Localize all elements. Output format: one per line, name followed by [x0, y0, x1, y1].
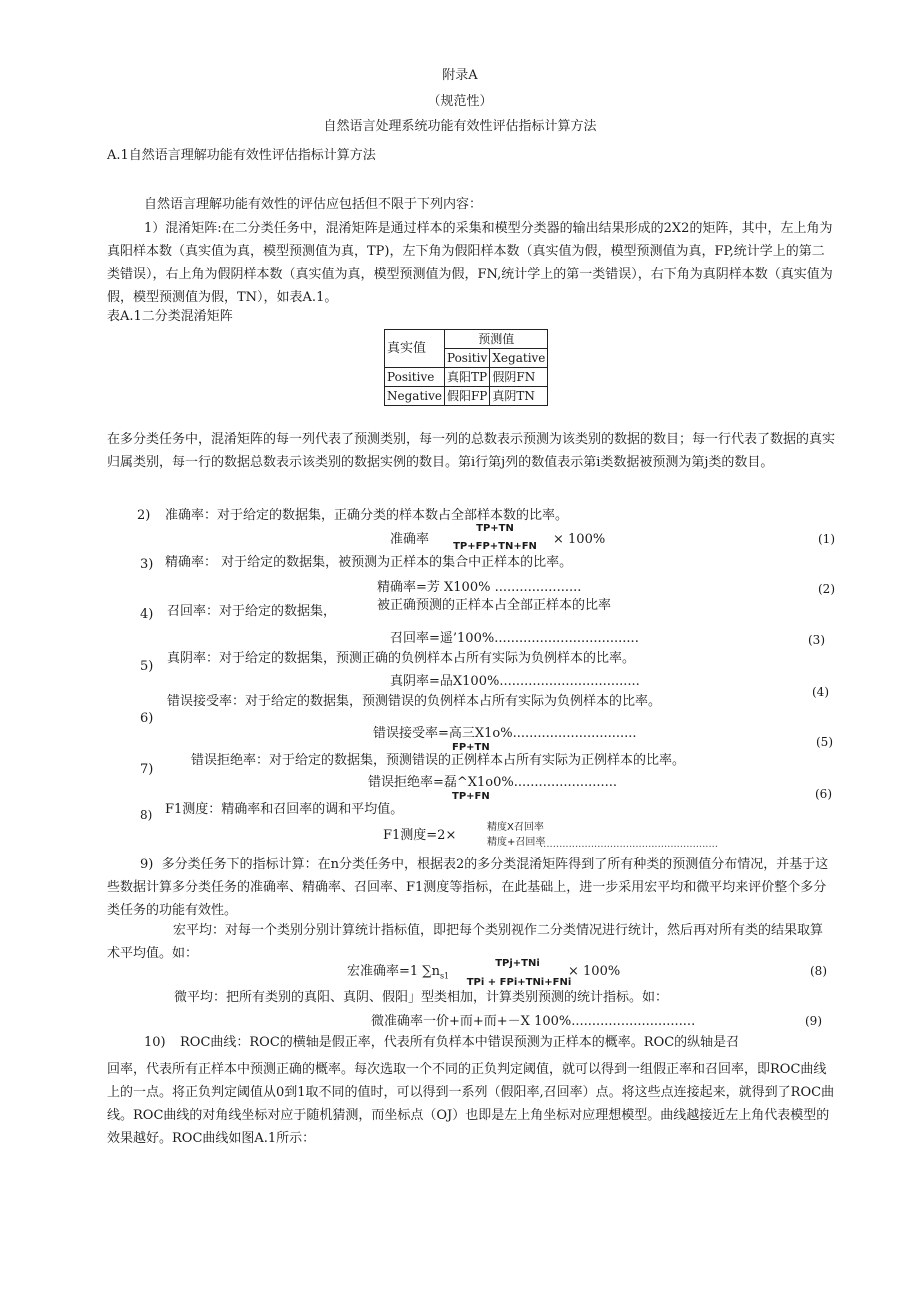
table-col-positive: Positiv [444, 349, 489, 368]
macro-formula-rhs: × 100% [568, 964, 621, 979]
item2-text: 准确率：对于给定的数据集，正确分类的样本数占全部样本数的比率。 [165, 508, 569, 523]
item2-formula-rhs: × 100% [553, 532, 606, 547]
multiclass-paragraph: 在多分类任务中，混淆矩阵的每一列代表了预测类别，每一列的总数表示预测为该类别的数据的数目；每一行代表了数据的真实归属类别，每一行的数据总数表示该类别的数据实例的数目。第i行第j列的数值表示第i类数据被预测为第j类的数目。 [107, 432, 836, 470]
table-row [385, 368, 548, 387]
macro-formula-lhs: 宏准确率=1 $\sum n_{s1}$ [347, 964, 450, 981]
item9-paragraph [107, 853, 835, 922]
table-corner-cell: 真实值 [385, 330, 445, 368]
micro-eq-number: (9) [805, 1014, 822, 1028]
item10-paragraph: 回率，代表所有正样本中预测正确的概率。每次选取一个不同的正负判定阈值，就可以得到一组假正率和召回率，即ROC曲线上的一点。将正负判定阈值从0到1取不同的值时，可以得到一系列（假阳率,召回率）点。将这些点连接起来，就得到了ROC曲线。ROC曲线的对角线坐标对应于随机猜测，而坐标点（OJ）也即是左上角坐标对应理想模型。曲线越接近左上角代表模型的效果越好。ROC曲线如图A.1所示： [107, 1062, 835, 1146]
item4-text: 召回率：对于给定的数据集， [167, 604, 337, 619]
item8-leader-dots: ........................................................ [540, 839, 719, 850]
table-row-label: Negative [385, 387, 445, 406]
item6-formula: 错误接受率=高三X1o%.............................. [373, 726, 637, 741]
appendix-title: 自然语言处理系统功能有效性评估指标计算方法 [323, 119, 597, 134]
item8-text: F1测度：精确率和召回率的调和平均值。 [165, 802, 404, 817]
table-cell: 假阴FN [490, 368, 548, 387]
item4-text2: 被正确预测的正样本占全部正样本的比率 [377, 598, 612, 613]
item10-number: 10) [144, 1035, 166, 1050]
table-cell: 真阴TN [490, 387, 548, 406]
item10-text-line1: ROC曲线：ROC的横轴是假正率，代表所有负样本中错误预测为正样本的概率。ROC的纵轴是召 [180, 1035, 740, 1050]
item3-formula: 精确率=芳 X100% ..................... [377, 580, 582, 595]
item4-number: 4) [140, 607, 154, 622]
item5-eq-number: (4) [812, 685, 829, 699]
item5-formula: 真阴率=品X100%.................................. [390, 674, 640, 689]
appendix-label: 附录A [442, 68, 478, 83]
item5-number: 5) [140, 659, 154, 674]
table-cell: 假阳FP [444, 387, 489, 406]
item6-eq-number: (5) [816, 735, 833, 749]
item5-text: 真阴率：对于给定的数据集，预测正确的负例样本占所有实际为负例样本的比率。 [167, 651, 636, 666]
item7-text: 错误拒绝率：对于给定的数据集，预测错误的正例样本占所有实际为正例样本的比率。 [191, 753, 686, 768]
macro-average-paragraph: 宏平均：对每一个类别分别计算统计指标值，即把每个类别视作二分类情况进行统计，然后再对所有类的结果取算术平均值。如： [107, 923, 824, 961]
item2-formula-lhs: 准确率 [390, 532, 430, 547]
item4-formula: 召回率=遥’100%................................... [390, 631, 639, 646]
macro-fraction-top: TPj+TNi [495, 958, 540, 969]
micro-average-text: 微平均：把所有类别的真阳、真阴、假阳」型类相加，计算类别预测的统计指标。如： [174, 990, 669, 1005]
item8-fraction-top: 精度X召回率 [487, 822, 544, 833]
table-caption: 表A.1二分类混淆矩阵 [107, 309, 233, 324]
item6-text: 错误接受率：对于给定的数据集，预测错误的负例样本占所有实际为负例样本的比率。 [167, 694, 662, 709]
item2-fraction-top: TP+TN [476, 523, 514, 534]
item8-fraction-bottom: 精度+召回率 [487, 837, 546, 848]
table-predicted-header: 预测值 [444, 330, 547, 349]
micro-formula: 微准确率一价+而+而+－X 100%.............................. [371, 1014, 696, 1029]
item4-eq-number: (3) [808, 633, 825, 647]
item3-eq-number: (2) [818, 582, 835, 596]
table-row [385, 387, 548, 406]
item9-text: 多分类任务下的指标计算：在n分类任务中，根据表2的多分类混淆矩阵得到了所有种类的预测值分布情况，并基于这些数据计算多分类任务的准确率、精确率、召回率、F1测度等指标，在此基础上，进一步采用宏平均和微平均来评价整个多分类任务的功能有效性。 [107, 857, 829, 918]
item9-number: 9) [140, 857, 154, 872]
section-heading-a1: A.1自然语言理解功能有效性评估指标计算方法 [107, 148, 376, 163]
macro-fraction-bottom: TPi + FPi+TNi+FNi [466, 977, 572, 988]
table-row-label: Positive [385, 368, 445, 387]
confusion-matrix-table [384, 329, 548, 406]
item7-number: 7) [140, 762, 154, 777]
confusion-matrix-paragraph: 1）混淆矩阵:在二分类任务中，混淆矩阵是通过样本的采集和模型分类器的输出结果形成的2X2的矩阵，其中，左上角为真阳样本数（真实值为真，模型预测值为真，TP)，左下角为假阳样本数（真实值为假，模型预测值为真，FP,统计学上的第二类错误），右上角为假阴样本数（真实值为真，模型预测值为假，FN,统计学上的第一类错误），右下角为真阴样本数（真实值为假，模型预测值为假，TN），如表A.1。 [107, 221, 833, 305]
table-cell: 真阳TP [444, 368, 489, 387]
intro-text: 自然语言理解功能有效性的评估应包括但不限于下列内容： [144, 197, 483, 212]
item6-number: 6) [140, 711, 154, 726]
item8-number: 8) [140, 808, 153, 822]
normative-label: （规范性） [427, 94, 493, 109]
item7-denominator: TP+FN [452, 791, 490, 802]
item2-number: 2) [137, 508, 151, 523]
item7-eq-number: (6) [815, 787, 832, 801]
item6-denominator: FP+TN [452, 742, 490, 753]
table-col-negative: Xegative [490, 349, 548, 368]
item7-formula: 错误拒绝率=磊^X1o0%......................... [368, 775, 618, 790]
item3-text: 精确率： 对于给定的数据集，被预测为正样本的集合中正样本的比率。 [165, 555, 573, 570]
item3-number: 3) [140, 557, 154, 572]
item2-eq-number: (1) [818, 532, 835, 546]
macro-eq-number: (8) [810, 964, 827, 978]
item8-formula-lhs: F1测度=2× [383, 828, 457, 843]
item2-fraction-bottom: TP+FP+TN+FN [453, 541, 537, 552]
